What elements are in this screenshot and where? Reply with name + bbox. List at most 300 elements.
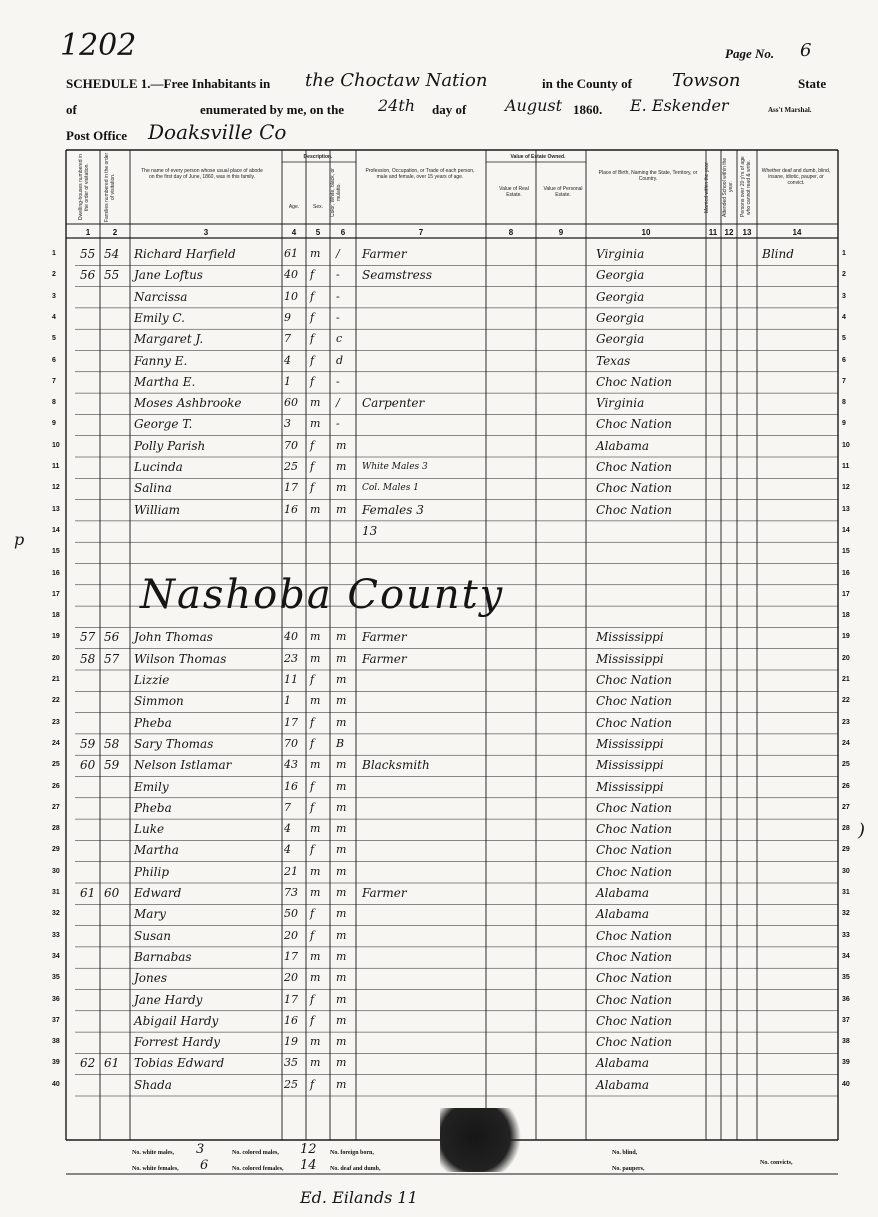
dwelling-number: 60 <box>80 758 96 773</box>
marshal-hand: E. Eskender <box>630 96 729 115</box>
line-number-right: 18 <box>842 612 850 620</box>
age: 11 <box>284 673 298 686</box>
age: 40 <box>284 268 298 282</box>
line-number-left: 34 <box>52 952 60 960</box>
occupation: Col. Males 1 <box>362 483 419 494</box>
color: m <box>336 651 347 665</box>
person-name: Salina <box>134 481 172 496</box>
col3-header: The name of every person whose usual place of abode on the first day of June, 1860, was in this family. <box>141 168 263 180</box>
person-name: Barnabas <box>134 949 192 964</box>
color: m <box>336 907 347 921</box>
bottom-note: Ed. Eilands 11 <box>300 1188 418 1207</box>
of-label: of <box>66 102 77 117</box>
birthplace: Choc Nation <box>596 928 672 943</box>
person-name: Nelson Istlamar <box>134 758 232 773</box>
color: m <box>336 758 347 772</box>
line-number-left: 30 <box>52 867 60 875</box>
family-number: 58 <box>104 736 120 751</box>
line-number-right: 34 <box>842 952 850 960</box>
sex: f <box>310 1013 315 1027</box>
column-number: 7 <box>418 228 424 237</box>
color: m <box>336 502 347 516</box>
line-number-right: 4 <box>842 313 846 321</box>
line-number-left: 35 <box>52 974 60 982</box>
birthplace: Mississippi <box>596 736 664 751</box>
color: m <box>336 1077 347 1091</box>
birthplace: Choc Nation <box>596 822 672 837</box>
marshal-label: Ass't Marshal. <box>768 106 812 114</box>
line-number-left: 28 <box>52 825 60 833</box>
age: 40 <box>284 630 298 644</box>
col11-header: Married within the year. <box>704 161 710 213</box>
sex: f <box>310 907 315 921</box>
line-number-right: 20 <box>842 654 850 662</box>
line-number-right: 24 <box>842 739 850 747</box>
line-number-right: 36 <box>842 995 850 1003</box>
person-name: Narcissa <box>134 289 188 304</box>
schedule-label: SCHEDULE 1.—Free Inhabitants in <box>66 76 271 91</box>
line-number-left: 29 <box>52 846 60 854</box>
birthplace: Georgia <box>596 268 645 283</box>
dwelling-number: 59 <box>80 736 96 751</box>
age: 19 <box>284 1035 298 1049</box>
col5-header: Sex. <box>312 204 323 210</box>
color: - <box>336 374 340 388</box>
line-number-left: 22 <box>52 697 60 705</box>
line-number-left: 37 <box>52 1016 60 1024</box>
sex: f <box>310 673 315 686</box>
line-number-left: 16 <box>52 569 60 577</box>
left-margin-mark: p <box>14 530 25 549</box>
white-females-label: No. white females, <box>132 1166 179 1172</box>
birthplace: Alabama <box>596 907 650 922</box>
ink-blot <box>440 1108 528 1172</box>
color: m <box>336 992 347 1006</box>
line-number-right: 12 <box>842 484 850 492</box>
line-number-left: 25 <box>52 761 60 769</box>
family-number: 61 <box>104 1056 120 1071</box>
line-number-right: 31 <box>842 889 850 896</box>
age: 1 <box>284 694 291 708</box>
white-males: 3 <box>196 1142 205 1157</box>
line-number-left: 5 <box>52 335 56 343</box>
age: 60 <box>284 396 298 410</box>
person-name: Fanny E. <box>134 353 188 368</box>
person-name: Luke <box>134 822 165 837</box>
color: m <box>336 673 347 686</box>
foreign-born-label: No. foreign born, <box>330 1150 374 1156</box>
sex: m <box>310 502 321 516</box>
person-name: Forrest Hardy <box>134 1035 221 1050</box>
birthplace: Choc Nation <box>596 864 672 879</box>
line-number-left: 9 <box>52 420 56 428</box>
age: 16 <box>284 1013 298 1027</box>
person-name: Edward <box>134 886 182 900</box>
line-number-right: 17 <box>842 590 850 598</box>
birthplace: Choc Nation <box>596 694 672 709</box>
page-no-label: Page No. <box>725 46 775 61</box>
line-number-right: 29 <box>842 846 850 854</box>
line-number-left: 7 <box>52 377 56 385</box>
color: m <box>336 694 347 708</box>
occupation: Farmer <box>362 630 407 645</box>
column-number: 10 <box>641 228 651 237</box>
birthplace: Texas <box>596 353 631 368</box>
color: m <box>336 971 347 985</box>
line-number-right: 32 <box>842 910 850 918</box>
color: m <box>336 928 347 942</box>
age: 21 <box>284 864 298 878</box>
sex: m <box>310 247 321 260</box>
line-number-left: 3 <box>52 292 56 300</box>
person-name: Polly Parish <box>134 438 206 453</box>
line-number-right: 10 <box>842 441 850 449</box>
color: m <box>336 822 347 836</box>
birthplace: Choc Nation <box>596 992 672 1007</box>
column-number: 4 <box>291 228 297 237</box>
color: d <box>336 353 344 367</box>
family-number: 56 <box>104 630 120 645</box>
color: c <box>336 332 343 346</box>
white-males-label: No. white males, <box>132 1150 174 1156</box>
birthplace: Alabama <box>596 438 650 453</box>
colored-females-label: No. colored females, <box>232 1166 284 1172</box>
line-number-left: 17 <box>52 590 60 598</box>
line-number-right: 28 <box>842 825 850 833</box>
sex: f <box>310 736 315 750</box>
sex: m <box>310 630 321 644</box>
family-number: 59 <box>104 758 120 773</box>
line-number-left: 27 <box>52 803 60 811</box>
color: - <box>336 310 340 324</box>
nation-hand: the Choctaw Nation <box>305 70 488 91</box>
line-number-left: 31 <box>52 889 60 896</box>
line-number-left: 39 <box>52 1059 60 1067</box>
birthplace: Georgia <box>596 289 645 304</box>
line-number-left: 4 <box>52 313 56 321</box>
column-number: 3 <box>203 228 209 237</box>
birthplace: Georgia <box>596 332 645 347</box>
person-name: Lucinda <box>134 460 183 474</box>
county-hand: Towson <box>672 70 741 91</box>
line-number-left: 20 <box>52 654 60 662</box>
color: m <box>336 1013 347 1027</box>
color: m <box>336 843 347 857</box>
age: 25 <box>284 1077 298 1091</box>
age: 16 <box>284 502 298 516</box>
age: 7 <box>284 800 291 814</box>
deaf-dumb-label: No. deaf and dumb, <box>330 1166 381 1172</box>
color: B <box>336 736 345 750</box>
sex: f <box>310 310 315 324</box>
dwelling-number: 62 <box>80 1056 96 1071</box>
color: / <box>336 247 340 260</box>
dwelling-number: 61 <box>80 886 96 900</box>
sex: m <box>310 651 321 665</box>
line-number-right: 14 <box>842 526 850 534</box>
color: m <box>336 886 347 899</box>
line-number-left: 24 <box>52 739 60 747</box>
blind-label: No. blind, <box>612 1150 638 1156</box>
sex: f <box>310 353 315 367</box>
line-number-left: 10 <box>52 441 60 449</box>
line-number-left: 14 <box>52 526 60 534</box>
person-name: Martha E. <box>134 374 196 389</box>
age: 43 <box>284 758 298 772</box>
person-name: Philip <box>134 864 169 879</box>
day-hand: 24th <box>378 96 416 115</box>
birthplace: Choc Nation <box>596 1013 672 1028</box>
col6-header: Color, White, black, or mulatto. <box>330 168 342 217</box>
occupation: Seamstress <box>362 268 432 283</box>
sex: m <box>310 886 321 899</box>
person-name: Pheba <box>134 800 172 815</box>
age: 16 <box>284 779 298 793</box>
person-name: Margaret J. <box>134 332 204 347</box>
dwelling-number: 56 <box>80 268 96 283</box>
person-name: Moses Ashbrooke <box>134 396 242 411</box>
sex: f <box>310 1077 315 1091</box>
line-number-right: 9 <box>842 420 846 428</box>
column-number: 1 <box>85 228 91 237</box>
color: - <box>336 417 340 431</box>
age: 70 <box>284 438 298 452</box>
sex: f <box>310 715 315 729</box>
sex: f <box>310 843 315 857</box>
person-name: Jane Loftus <box>134 268 203 283</box>
col9-header: Value of Personal Estate. <box>543 186 583 198</box>
birthplace: Choc Nation <box>596 417 672 432</box>
age: 20 <box>284 928 298 942</box>
age: 17 <box>284 949 298 963</box>
person-name: Pheba <box>134 715 172 730</box>
age: 9 <box>284 310 291 324</box>
person-name: Mary <box>134 907 166 922</box>
age: 35 <box>284 1056 298 1070</box>
age: 17 <box>284 481 298 495</box>
line-number-left: 13 <box>52 505 60 513</box>
birthplace: Virginia <box>596 396 645 411</box>
col13-header: Persons over 20 y'rs of age who cannot read & write. <box>740 156 752 218</box>
birthplace: Choc Nation <box>596 1035 672 1050</box>
sex: m <box>310 949 321 963</box>
age: 70 <box>284 736 298 750</box>
line-number-right: 11 <box>842 463 850 470</box>
line-number-left: 21 <box>52 676 60 683</box>
age: 50 <box>284 907 298 921</box>
line-number-right: 26 <box>842 782 850 790</box>
person-name: Emily C. <box>134 310 185 325</box>
sex: f <box>310 460 315 473</box>
birthplace: Mississippi <box>596 630 664 645</box>
dwelling-number: 58 <box>80 651 96 666</box>
line-number-left: 38 <box>52 1038 60 1046</box>
colored-males-label: No. colored males, <box>232 1150 279 1156</box>
convicts-label: No. convicts, <box>760 1160 793 1166</box>
sheet-number: 1202 <box>60 28 137 63</box>
person-name: Emily <box>134 779 169 794</box>
dwelling-number: 57 <box>80 630 96 645</box>
birthplace: Choc Nation <box>596 502 672 517</box>
birthplace: Choc Nation <box>596 673 672 687</box>
age: 3 <box>284 417 291 431</box>
birthplace: Alabama <box>596 886 650 900</box>
post-office-hand: Doaksville Co <box>148 120 287 144</box>
birthplace: Choc Nation <box>596 481 672 496</box>
line-number-right: 22 <box>842 697 850 705</box>
birthplace: Mississippi <box>596 651 664 666</box>
line-number-right: 25 <box>842 761 850 769</box>
sex: m <box>310 694 321 708</box>
section-heading: Nashoba County <box>140 572 505 618</box>
remark: Blind <box>762 247 794 261</box>
birthplace: Mississippi <box>596 758 664 773</box>
sex: f <box>310 332 315 346</box>
paupers-label: No. paupers, <box>612 1166 645 1172</box>
state-label: State <box>798 76 827 91</box>
sex: m <box>310 1056 321 1070</box>
family-number: 55 <box>104 268 120 283</box>
sex: f <box>310 481 315 495</box>
birthplace: Alabama <box>596 1077 650 1092</box>
person-name: Jones <box>134 971 168 986</box>
column-number: 13 <box>742 228 752 237</box>
line-number-right: 5 <box>842 335 846 343</box>
sex: m <box>310 1035 321 1049</box>
color: m <box>336 715 347 729</box>
col10-header: Place of Birth, Naming the State, Territory, or Country. <box>598 170 698 182</box>
sex: m <box>310 971 321 985</box>
person-name: Lizzie <box>134 673 170 687</box>
person-name: Martha <box>134 843 179 858</box>
person-name: Richard Harfield <box>134 247 236 261</box>
age: 1 <box>284 374 291 388</box>
col8-header: Value of Real Estate. <box>499 186 529 198</box>
sex: m <box>310 822 321 836</box>
line-number-right: 13 <box>842 505 850 513</box>
person-name: Wilson Thomas <box>134 651 227 666</box>
color: m <box>336 1035 347 1049</box>
line-number-right: 40 <box>842 1080 850 1088</box>
col4-header: Age. <box>288 204 300 210</box>
occupation: Females 3 <box>362 502 424 517</box>
page-no: 6 <box>800 40 812 61</box>
line-number-left: 32 <box>52 910 60 918</box>
age: 73 <box>284 886 298 899</box>
birthplace: Choc Nation <box>596 374 672 389</box>
occupation: Farmer <box>362 886 407 900</box>
line-number-left: 11 <box>52 463 60 470</box>
birthplace: Alabama <box>596 1056 650 1071</box>
age: 4 <box>284 843 291 857</box>
line-number-left: 19 <box>52 633 60 641</box>
color: m <box>336 779 347 793</box>
person-name: Sary Thomas <box>134 736 214 751</box>
occupation: Farmer <box>362 651 407 666</box>
color: m <box>336 949 347 963</box>
age: 4 <box>284 353 291 367</box>
sex: f <box>310 779 315 793</box>
birthplace: Choc Nation <box>596 715 672 730</box>
line-number-left: 2 <box>52 271 56 279</box>
color: m <box>336 460 347 473</box>
line-number-left: 8 <box>52 399 56 407</box>
sex: f <box>310 800 315 814</box>
age: 10 <box>284 289 298 303</box>
person-name: George T. <box>134 417 193 432</box>
person-name: Abigail Hardy <box>134 1013 219 1028</box>
person-name: Susan <box>134 928 171 943</box>
column-number: 5 <box>315 228 321 237</box>
col7-header: Profession, Occupation, or Trade of each person, male and female, over 15 years of age. <box>365 168 475 180</box>
county-label: in the County of <box>542 76 632 91</box>
line-number-left: 33 <box>52 931 60 939</box>
color: m <box>336 1056 347 1070</box>
birthplace: Virginia <box>596 247 645 261</box>
line-number-right: 30 <box>842 867 850 875</box>
color: - <box>336 289 340 303</box>
sex: f <box>310 289 315 303</box>
col2-header: Families numbered in the order of visitation. <box>104 152 116 222</box>
age: 20 <box>284 971 298 985</box>
column-number: 6 <box>340 228 346 237</box>
col12-header: Attended School within the year. <box>722 157 734 217</box>
sex: f <box>310 438 315 452</box>
line-number-right: 15 <box>842 548 850 556</box>
color: m <box>336 481 347 495</box>
line-number-right: 33 <box>842 931 850 939</box>
sex: f <box>310 928 315 942</box>
color: m <box>336 864 347 878</box>
description-header: Description. <box>303 154 333 160</box>
colored-females: 14 <box>300 1158 317 1173</box>
sex: m <box>310 417 321 431</box>
occupation: Blacksmith <box>362 758 430 773</box>
line-number-right: 35 <box>842 974 850 982</box>
birthplace: Choc Nation <box>596 971 672 986</box>
line-number-right: 23 <box>842 718 850 726</box>
color: m <box>336 800 347 814</box>
line-number-right: 39 <box>842 1059 850 1067</box>
right-margin-mark: ) <box>858 820 866 841</box>
birthplace: Choc Nation <box>596 460 672 474</box>
line-number-left: 26 <box>52 782 60 790</box>
age: 25 <box>284 460 298 473</box>
dwelling-number: 55 <box>80 247 96 261</box>
person-name: John Thomas <box>134 630 213 645</box>
value-group-header: Value of Estate Owned. <box>510 154 566 160</box>
col1-header: Dwelling-houses numbered in the order of visitation. <box>78 154 90 220</box>
column-number: 12 <box>724 228 734 237</box>
person-name: William <box>134 502 181 517</box>
color: / <box>336 396 340 410</box>
age: 17 <box>284 992 298 1006</box>
line-number-right: 3 <box>842 292 846 300</box>
white-females: 6 <box>200 1158 209 1173</box>
line-number-left: 6 <box>52 356 56 364</box>
color: - <box>336 268 340 282</box>
person-name: Simmon <box>134 694 184 709</box>
person-name: Jane Hardy <box>134 992 203 1007</box>
birthplace: Mississippi <box>596 779 664 794</box>
month-hand: August <box>505 96 563 115</box>
day-label: day of <box>432 102 467 117</box>
line-number-left: 12 <box>52 484 60 492</box>
birthplace: Choc Nation <box>596 949 672 964</box>
sex: f <box>310 374 315 388</box>
age: 61 <box>284 247 298 260</box>
sex: m <box>310 396 321 410</box>
